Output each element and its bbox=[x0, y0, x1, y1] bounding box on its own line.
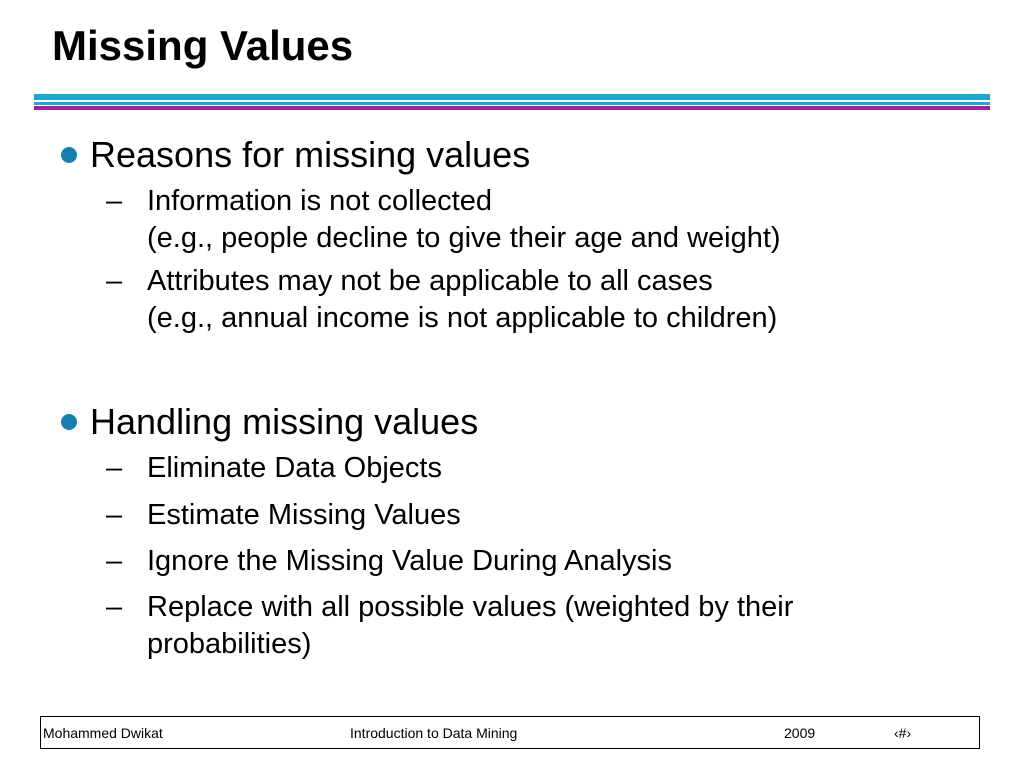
sub-bullet-estimate bbox=[90, 497, 947, 534]
title-divider-purple bbox=[34, 106, 990, 110]
sub-bullet-text: Information is not collected bbox=[147, 185, 492, 217]
slide-footer bbox=[40, 716, 980, 749]
footer-page-number: ‹#› bbox=[894, 725, 912, 741]
bullet-heading-text: Handling missing values bbox=[90, 401, 479, 442]
footer-course: Introduction to Data Mining bbox=[350, 725, 518, 741]
bullet-heading-handling bbox=[58, 400, 947, 444]
dash-icon: – bbox=[106, 265, 123, 297]
dash-icon: – bbox=[106, 452, 123, 484]
sub-bullet-text: Attributes may not be applicable to all cases bbox=[147, 265, 713, 297]
dash-icon: – bbox=[106, 185, 123, 217]
dash-icon: – bbox=[106, 591, 123, 623]
sub-bullet-text: Estimate Missing Values bbox=[147, 499, 461, 531]
sub-bullet-example: (e.g., annual income is not applicable to children) bbox=[147, 302, 778, 334]
dash-icon: – bbox=[106, 499, 123, 531]
sub-bullet-eliminate bbox=[90, 450, 947, 487]
bullet-section-handling bbox=[58, 400, 947, 663]
sub-bullet-ignore bbox=[90, 543, 947, 580]
bullet-section-reasons bbox=[58, 133, 781, 337]
sub-bullet-replace bbox=[90, 589, 947, 663]
bullet-dot-icon bbox=[61, 414, 77, 430]
bullet-heading-reasons bbox=[58, 133, 781, 177]
footer-year: 2009 bbox=[784, 725, 816, 741]
sub-bullet-example: (e.g., people decline to give their age and weight) bbox=[147, 222, 781, 254]
slide-title: Missing Values bbox=[52, 22, 354, 69]
dash-icon: – bbox=[106, 545, 123, 577]
sub-bullet-text: Eliminate Data Objects bbox=[147, 452, 442, 484]
bullet-dot-icon bbox=[61, 147, 77, 163]
sub-bullet-text: Replace with all possible values (weighted by their probabilities) bbox=[147, 591, 794, 660]
bullet-heading-text: Reasons for missing values bbox=[90, 134, 531, 175]
sub-bullet-attributes-not-applicable bbox=[90, 263, 781, 337]
sub-bullet-info-not-collected bbox=[90, 183, 781, 257]
title-divider-cyan-thin bbox=[34, 102, 990, 105]
footer-author: Mohammed Dwikat bbox=[43, 725, 163, 741]
sub-bullet-text: Ignore the Missing Value During Analysis bbox=[147, 545, 672, 577]
title-divider-cyan bbox=[34, 94, 990, 100]
